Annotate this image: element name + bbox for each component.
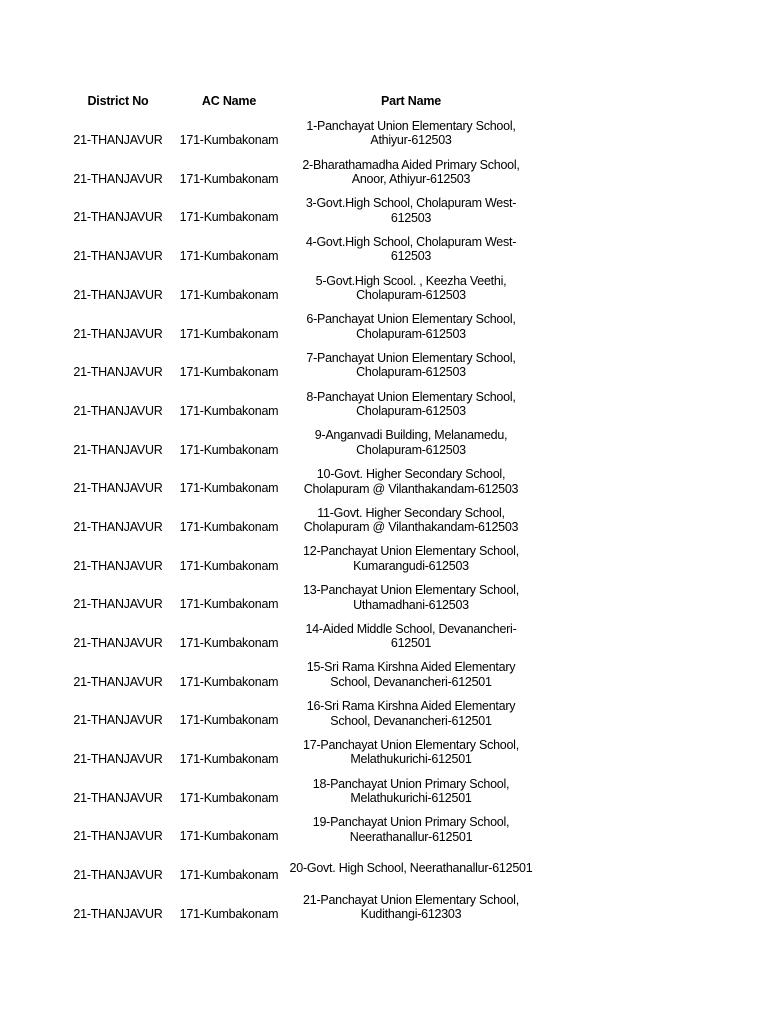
part-name-cell: 3-Govt.High School, Cholapuram West-612503 — [305, 196, 517, 225]
district-cell: 21-THANJAVUR — [73, 249, 163, 264]
table-row — [60, 810, 540, 849]
part-name-cell: 5-Govt.High Scool. , Keezha Veethi, Cholapuram-612503 — [315, 273, 507, 303]
part-name-cell: 8-Panchayat Union Elementary School, Cholapuram-612503 — [306, 389, 516, 419]
ac-name-cell: 171-Kumbakonam — [179, 829, 279, 844]
part-name-cell: 2-Bharathamadha Aided Primary School, Anoor, Athiyur-612503 — [302, 157, 520, 187]
table-row — [60, 540, 540, 579]
ac-name-cell: 171-Kumbakonam — [179, 519, 279, 534]
district-cell: 21-THANJAVUR — [73, 790, 163, 805]
district-cell: 21-THANJAVUR — [73, 287, 163, 302]
district-cell: 21-THANJAVUR — [73, 674, 163, 689]
table-row — [60, 385, 540, 424]
district-cell: 21-THANJAVUR — [73, 171, 163, 186]
table-row — [60, 888, 540, 927]
part-name-cell: 9-Anganvadi Building, Melanamedu, Cholapuram-612503 — [314, 428, 508, 457]
ac-name-cell: 171-Kumbakonam — [179, 752, 279, 767]
polling-parts-table — [60, 88, 540, 926]
table-row — [60, 269, 540, 308]
ac-name-cell: 171-Kumbakonam — [179, 636, 279, 651]
ac-name-cell: 171-Kumbakonam — [179, 906, 279, 921]
table-row — [60, 346, 540, 385]
table-row — [60, 153, 540, 192]
table-row — [60, 694, 540, 733]
part-name-cell: 16-Sri Rama Kirshna Aided Elementary School, Devanancheri-612501 — [306, 699, 516, 728]
district-cell: 21-THANJAVUR — [73, 133, 163, 148]
table-row — [60, 849, 540, 888]
ac-name-cell: 171-Kumbakonam — [179, 403, 279, 418]
district-cell: 21-THANJAVUR — [73, 481, 163, 496]
ac-name-cell: 171-Kumbakonam — [179, 171, 279, 186]
ac-name-cell: 171-Kumbakonam — [179, 674, 279, 689]
ac-name-cell: 171-Kumbakonam — [179, 597, 279, 612]
part-name-cell: 11-Govt. Higher Secondary School, Cholapuram @ Vilanthakandam-612503 — [303, 505, 519, 535]
part-name-cell: 6-Panchayat Union Elementary School, Cholapuram-612503 — [306, 312, 516, 341]
district-cell: 21-THANJAVUR — [73, 868, 163, 883]
part-name-cell: 17-Panchayat Union Elementary School, Melathukurichi-612501 — [303, 737, 519, 767]
district-cell: 21-THANJAVUR — [73, 442, 163, 457]
district-cell: 21-THANJAVUR — [73, 210, 163, 225]
part-name-cell: 20-Govt. High School, Neerathanallur-612501 — [289, 861, 533, 876]
table-row — [60, 230, 540, 269]
ac-name-cell: 171-Kumbakonam — [179, 790, 279, 805]
part-name-cell: 1-Panchayat Union Elementary School, Athiyur-612503 — [306, 118, 516, 148]
ac-name-cell: 171-Kumbakonam — [179, 326, 279, 341]
ac-name-cell: 171-Kumbakonam — [179, 481, 279, 496]
district-cell: 21-THANJAVUR — [73, 829, 163, 844]
table-row — [60, 307, 540, 346]
header-part-name: Part Name — [380, 94, 442, 108]
district-cell: 21-THANJAVUR — [73, 403, 163, 418]
part-name-cell: 15-Sri Rama Kirshna Aided Elementary School, Devanancheri-612501 — [306, 660, 516, 689]
ac-name-cell: 171-Kumbakonam — [179, 558, 279, 573]
table-row — [60, 114, 540, 153]
part-name-cell: 13-Panchayat Union Elementary School, Uthamadhani-612503 — [303, 583, 519, 612]
table-row — [60, 578, 540, 617]
part-name-cell: 19-Panchayat Union Primary School, Neerathanallur-612501 — [312, 815, 510, 844]
district-cell: 21-THANJAVUR — [73, 326, 163, 341]
ac-name-cell: 171-Kumbakonam — [179, 365, 279, 380]
district-cell: 21-THANJAVUR — [73, 365, 163, 380]
table-header — [60, 88, 540, 114]
table-row — [60, 501, 540, 540]
table-row — [60, 617, 540, 656]
ac-name-cell: 171-Kumbakonam — [179, 868, 279, 883]
ac-name-cell: 171-Kumbakonam — [179, 249, 279, 264]
district-cell: 21-THANJAVUR — [73, 558, 163, 573]
part-name-cell: 10-Govt. Higher Secondary School, Cholapuram @ Vilanthakandam-612503 — [303, 467, 519, 496]
part-name-cell: 18-Panchayat Union Primary School, Melathukurichi-612501 — [312, 776, 510, 806]
district-cell: 21-THANJAVUR — [73, 906, 163, 921]
table-row — [60, 656, 540, 695]
header-row — [60, 88, 540, 114]
header-ac-name: AC Name — [201, 94, 257, 108]
ac-name-cell: 171-Kumbakonam — [179, 133, 279, 148]
part-name-cell: 14-Aided Middle School, Devanancheri-612501 — [305, 621, 517, 651]
table-row — [60, 733, 540, 772]
district-cell: 21-THANJAVUR — [73, 519, 163, 534]
ac-name-cell: 171-Kumbakonam — [179, 713, 279, 728]
table-row — [60, 191, 540, 230]
table-body — [60, 114, 540, 926]
table-row — [60, 424, 540, 463]
ac-name-cell: 171-Kumbakonam — [179, 287, 279, 302]
district-cell: 21-THANJAVUR — [73, 752, 163, 767]
district-cell: 21-THANJAVUR — [73, 713, 163, 728]
part-name-cell: 7-Panchayat Union Elementary School, Cholapuram-612503 — [306, 350, 516, 380]
spreadsheet-page — [60, 88, 540, 926]
header-district-no: District No — [87, 94, 149, 108]
district-cell: 21-THANJAVUR — [73, 597, 163, 612]
table-row — [60, 772, 540, 811]
part-name-cell: 21-Panchayat Union Elementary School, Kudithangi-612303 — [303, 892, 519, 922]
ac-name-cell: 171-Kumbakonam — [179, 210, 279, 225]
table-row — [60, 462, 540, 501]
part-name-cell: 12-Panchayat Union Elementary School, Kumarangudi-612503 — [303, 544, 519, 573]
part-name-cell: 4-Govt.High School, Cholapuram West-612503 — [305, 234, 517, 264]
district-cell: 21-THANJAVUR — [73, 636, 163, 651]
ac-name-cell: 171-Kumbakonam — [179, 442, 279, 457]
